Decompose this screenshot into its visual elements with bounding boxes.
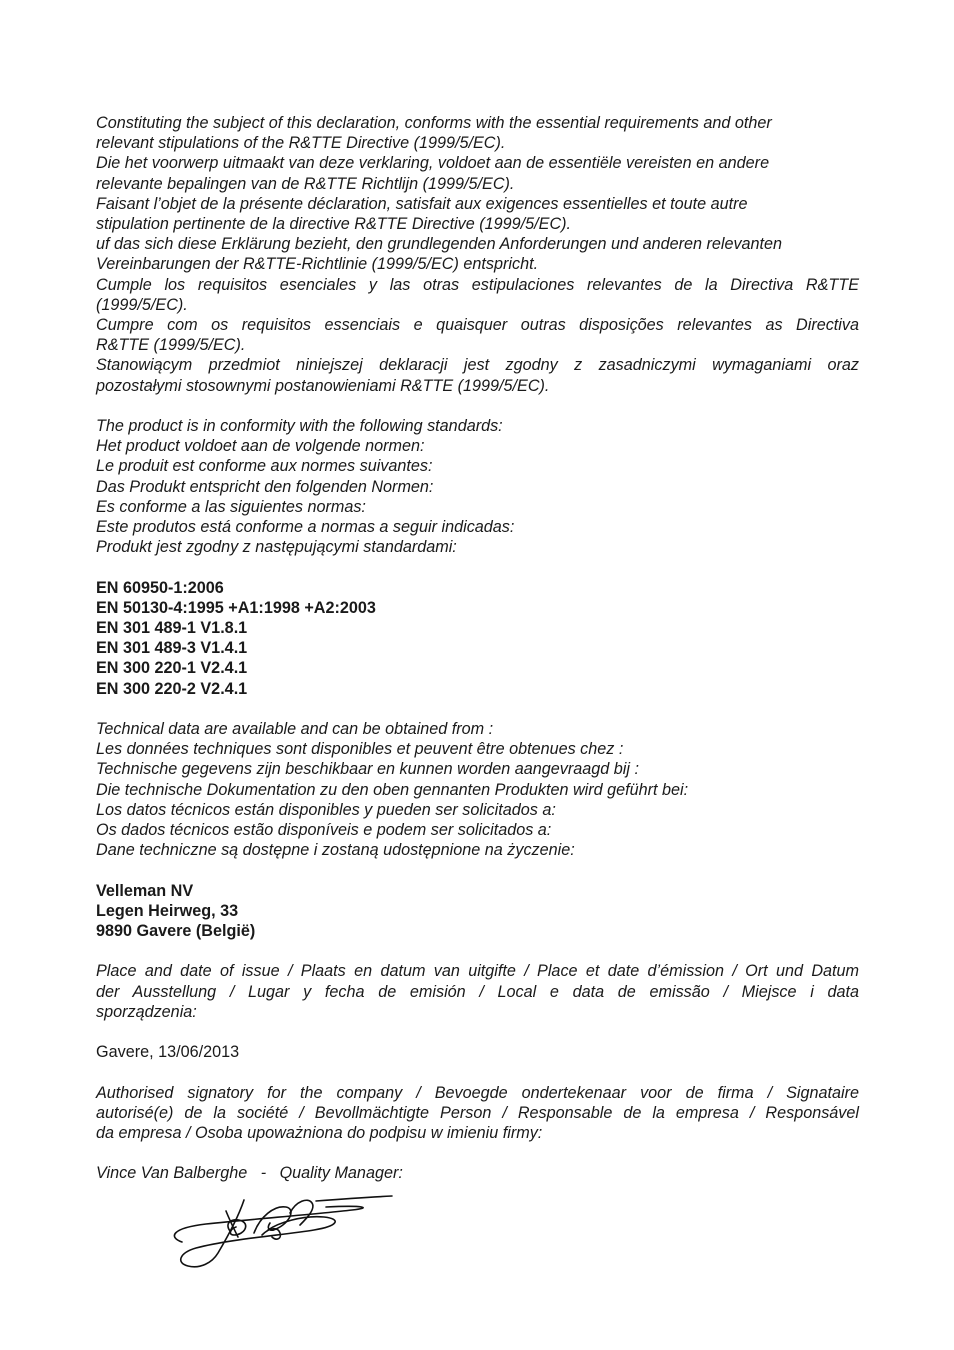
siglabel-line: Authorised signatory for the company / Bevoegde ondertekenaar voor de firma / Signataire <box>96 1083 859 1102</box>
standard-item: EN 300 220-1 V2.4.1 <box>96 659 248 678</box>
standards-list <box>96 578 859 699</box>
decl-line: pozostałymi stosownymi postanowieniami R&TTE (1999/5/EC). <box>96 376 550 395</box>
decl-line: Cumple los requisitos esenciales y las otras estipulaciones relevantes de la Directiva R&TTE <box>96 275 859 294</box>
technical-data-notice <box>96 719 859 860</box>
techdata-line: Die technische Dokumentation zu den oben gennanten Produkten wird geführt bei: <box>96 780 689 799</box>
stdintro-line: Le produit est conforme aux normes suivantes: <box>96 457 433 476</box>
declaration-page <box>96 113 859 1184</box>
techdata-line: Os dados técnicos estão disponíveis e podem ser solicitados a: <box>96 821 552 840</box>
decl-line: Stanowiącym przedmiot niniejszej deklaracji jest zgodny z zasadniczymi wymaganiami oraz <box>96 356 859 375</box>
placedate-line: der Ausstellung / Lugar y fecha de emisión / Local e data de emissão / Miejsce i data <box>96 982 859 1001</box>
place-date-value <box>96 1042 859 1062</box>
stdintro-line: Este produtos está conforme a normas a seguir indicadas: <box>96 518 515 537</box>
siglabel-line: da empresa / Osoba upoważniona do podpisu w imieniu firmy: <box>96 1124 543 1143</box>
company-city: 9890 Gavere (België) <box>96 922 256 941</box>
standards-intro <box>96 416 859 557</box>
standard-item: EN 300 220-2 V2.4.1 <box>96 679 248 698</box>
decl-line: Constituting the subject of this declaration, conforms with the essential requirements and other <box>96 114 772 132</box>
stdintro-line: Das Produkt entspricht den folgenden Normen: <box>96 477 434 496</box>
decl-line: relevant stipulations of the R&TTE Directive (1999/5/EC). <box>96 134 506 153</box>
signatory-line <box>96 1163 859 1183</box>
company-street: Legen Heirweg, 33 <box>96 901 239 920</box>
signatory-name: Vince Van Balberghe - Quality Manager: <box>96 1164 403 1183</box>
techdata-line: Los datos técnicos están disponibles y pueden ser solicitados a: <box>96 800 556 819</box>
techdata-line: Technische gegevens zijn beschikbaar en kunnen worden aangevraagd bij : <box>96 760 639 779</box>
decl-line: Vereinbarungen der R&TTE-Richtlinie (1999/5/EC) entspricht. <box>96 255 539 274</box>
decl-line: Faisant l’objet de la présente déclaration, satisfait aux exigences essentielles et toute autre <box>96 194 748 213</box>
handwritten-signature <box>166 1193 396 1273</box>
standard-item: EN 301 489-3 V1.4.1 <box>96 639 248 658</box>
decl-line: uf das sich diese Erklärung bezieht, den grundlegenden Anforderungen und anderen relevanten <box>96 235 783 254</box>
decl-line: R&TTE (1999/5/EC). <box>96 336 246 355</box>
standard-item: EN 50130-4:1995 +A1:1998 +A2:2003 <box>96 598 376 617</box>
company-name: Velleman NV <box>96 881 194 900</box>
decl-line: (1999/5/EC). <box>96 295 188 314</box>
stdintro-line: The product is in conformity with the following standards: <box>96 417 503 436</box>
stdintro-line: Es conforme a las siguientes normas: <box>96 497 366 516</box>
place-date-text: Gavere, 13/06/2013 <box>96 1043 240 1062</box>
decl-line: relevante bepalingen van de R&TTE Richtlijn (1999/5/EC). <box>96 174 515 193</box>
standard-item: EN 60950-1:2006 <box>96 578 224 597</box>
company-address <box>96 881 859 942</box>
siglabel-line: autorisé(e) de la société / Bevollmächtigte Person / Responsable de la empresa / Responsável <box>96 1103 859 1122</box>
techdata-line: Dane techniczne są dostępne i zostaną udostępnione na życzenie: <box>96 841 575 860</box>
placedate-line: Place and date of issue / Plaats en datum van uitgifte / Place et date d’émission / Ort und Datum <box>96 962 859 981</box>
stdintro-line: Het product voldoet aan de volgende normen: <box>96 437 425 456</box>
signatory-label <box>96 1083 859 1144</box>
standard-item: EN 301 489-1 V1.8.1 <box>96 619 248 638</box>
place-date-label <box>96 961 859 1022</box>
declaration-paragraph <box>96 113 859 396</box>
stdintro-line: Produkt jest zgodny z następującymi standardami: <box>96 538 457 557</box>
placedate-line: sporządzenia: <box>96 1002 197 1021</box>
techdata-line: Les données techniques sont disponibles et peuvent être obtenues chez : <box>96 740 624 759</box>
decl-line: stipulation pertinente de la directive R&TTE Directive (1999/5/EC). <box>96 215 572 234</box>
techdata-line: Technical data are available and can be obtained from : <box>96 720 494 739</box>
decl-line: Cumpre com os requisitos essenciais e quaisquer outras disposições relevantes as Directiva <box>96 316 859 335</box>
decl-line: Die het voorwerp uitmaakt van deze verklaring, voldoet aan de essentiële vereisten en andere <box>96 154 770 173</box>
